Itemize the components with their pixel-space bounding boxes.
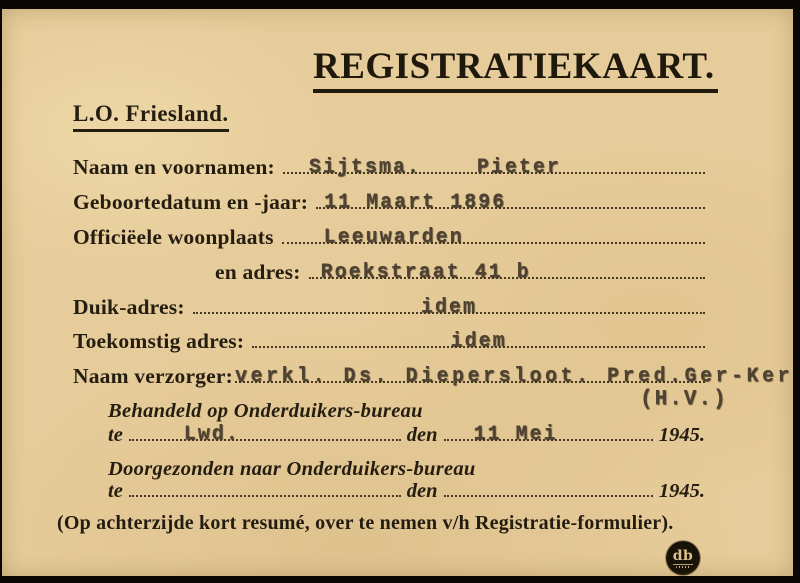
dotted-line — [444, 423, 653, 446]
typed-value-naam: Sijtsma. Pieter — [308, 156, 561, 179]
typed-value-te-plaats: Lwd. — [183, 423, 240, 446]
typed-value-verzorger: verkl. Ds. Diepersloot. Pred.Ger-Ker — [234, 365, 793, 388]
card-title: REGISTRATIEKAART. — [313, 46, 718, 93]
typed-value-woonplaats: Leeuwarden — [323, 226, 464, 249]
typed-value-adres: Roekstraat 41 b — [320, 261, 531, 284]
field-row-naam — [73, 150, 705, 180]
field-label: en adres: — [215, 259, 301, 284]
dotted-line — [252, 330, 705, 353]
field-label: Duik-adres: — [73, 294, 185, 319]
field-row-duikadres — [73, 290, 705, 320]
field-row-geboortedatum — [73, 185, 705, 215]
dotted-line — [234, 365, 793, 388]
typed-value-geboortedatum: 11 Maart 1896 — [324, 191, 507, 214]
field-row-toekomstig-adres — [73, 324, 705, 354]
year-label: 1945. — [658, 479, 705, 502]
stamp-text: db — [672, 547, 694, 564]
den-label: den — [406, 479, 438, 502]
te-label: te — [108, 479, 123, 502]
den-label: den — [406, 423, 438, 446]
dotted-line — [129, 423, 401, 446]
dotted-line — [129, 495, 401, 497]
dotted-line — [283, 156, 705, 179]
field-label: Officiëele woonplaats — [73, 224, 274, 249]
registration-card — [2, 9, 793, 576]
behandeld-heading: Behandeld op Onderduikers-bureau — [108, 400, 423, 422]
organization-label: L.O. Friesland. — [73, 101, 229, 132]
field-label: Naam verzorger: — [73, 363, 233, 388]
dotted-line — [444, 495, 653, 497]
dotted-line — [193, 296, 705, 319]
db-stamp-icon — [666, 541, 700, 575]
field-label: Naam en voornamen: — [73, 154, 275, 179]
field-row-adres — [215, 255, 705, 285]
behandeld-te-den-row — [108, 417, 705, 447]
dotted-line — [282, 226, 705, 249]
field-row-woonplaats — [73, 220, 705, 250]
doorgezonden-heading: Doorgezonden naar Onderduikers-bureau — [108, 458, 476, 480]
typed-value-hv-note: (H.V.) — [640, 388, 728, 411]
typed-value-den-datum: 11 Mei — [473, 423, 558, 446]
field-label: Toekomstig adres: — [73, 328, 245, 353]
dotted-line — [309, 261, 705, 284]
year-label: 1945. — [658, 423, 705, 446]
field-row-verzorger — [73, 359, 793, 389]
footnote: (Op achterzijde kort resumé, over te nemen v/h Registratie-formulier). — [57, 512, 674, 534]
dotted-line — [316, 191, 705, 214]
typed-value-duikadres: idem — [420, 296, 477, 319]
field-label: Geboortedatum en -jaar: — [73, 189, 309, 214]
doorgezonden-te-den-row — [108, 473, 705, 503]
te-label: te — [108, 423, 123, 446]
typed-value-toekomstig-adres: idem — [450, 330, 507, 353]
stamp-marks — [676, 566, 690, 568]
